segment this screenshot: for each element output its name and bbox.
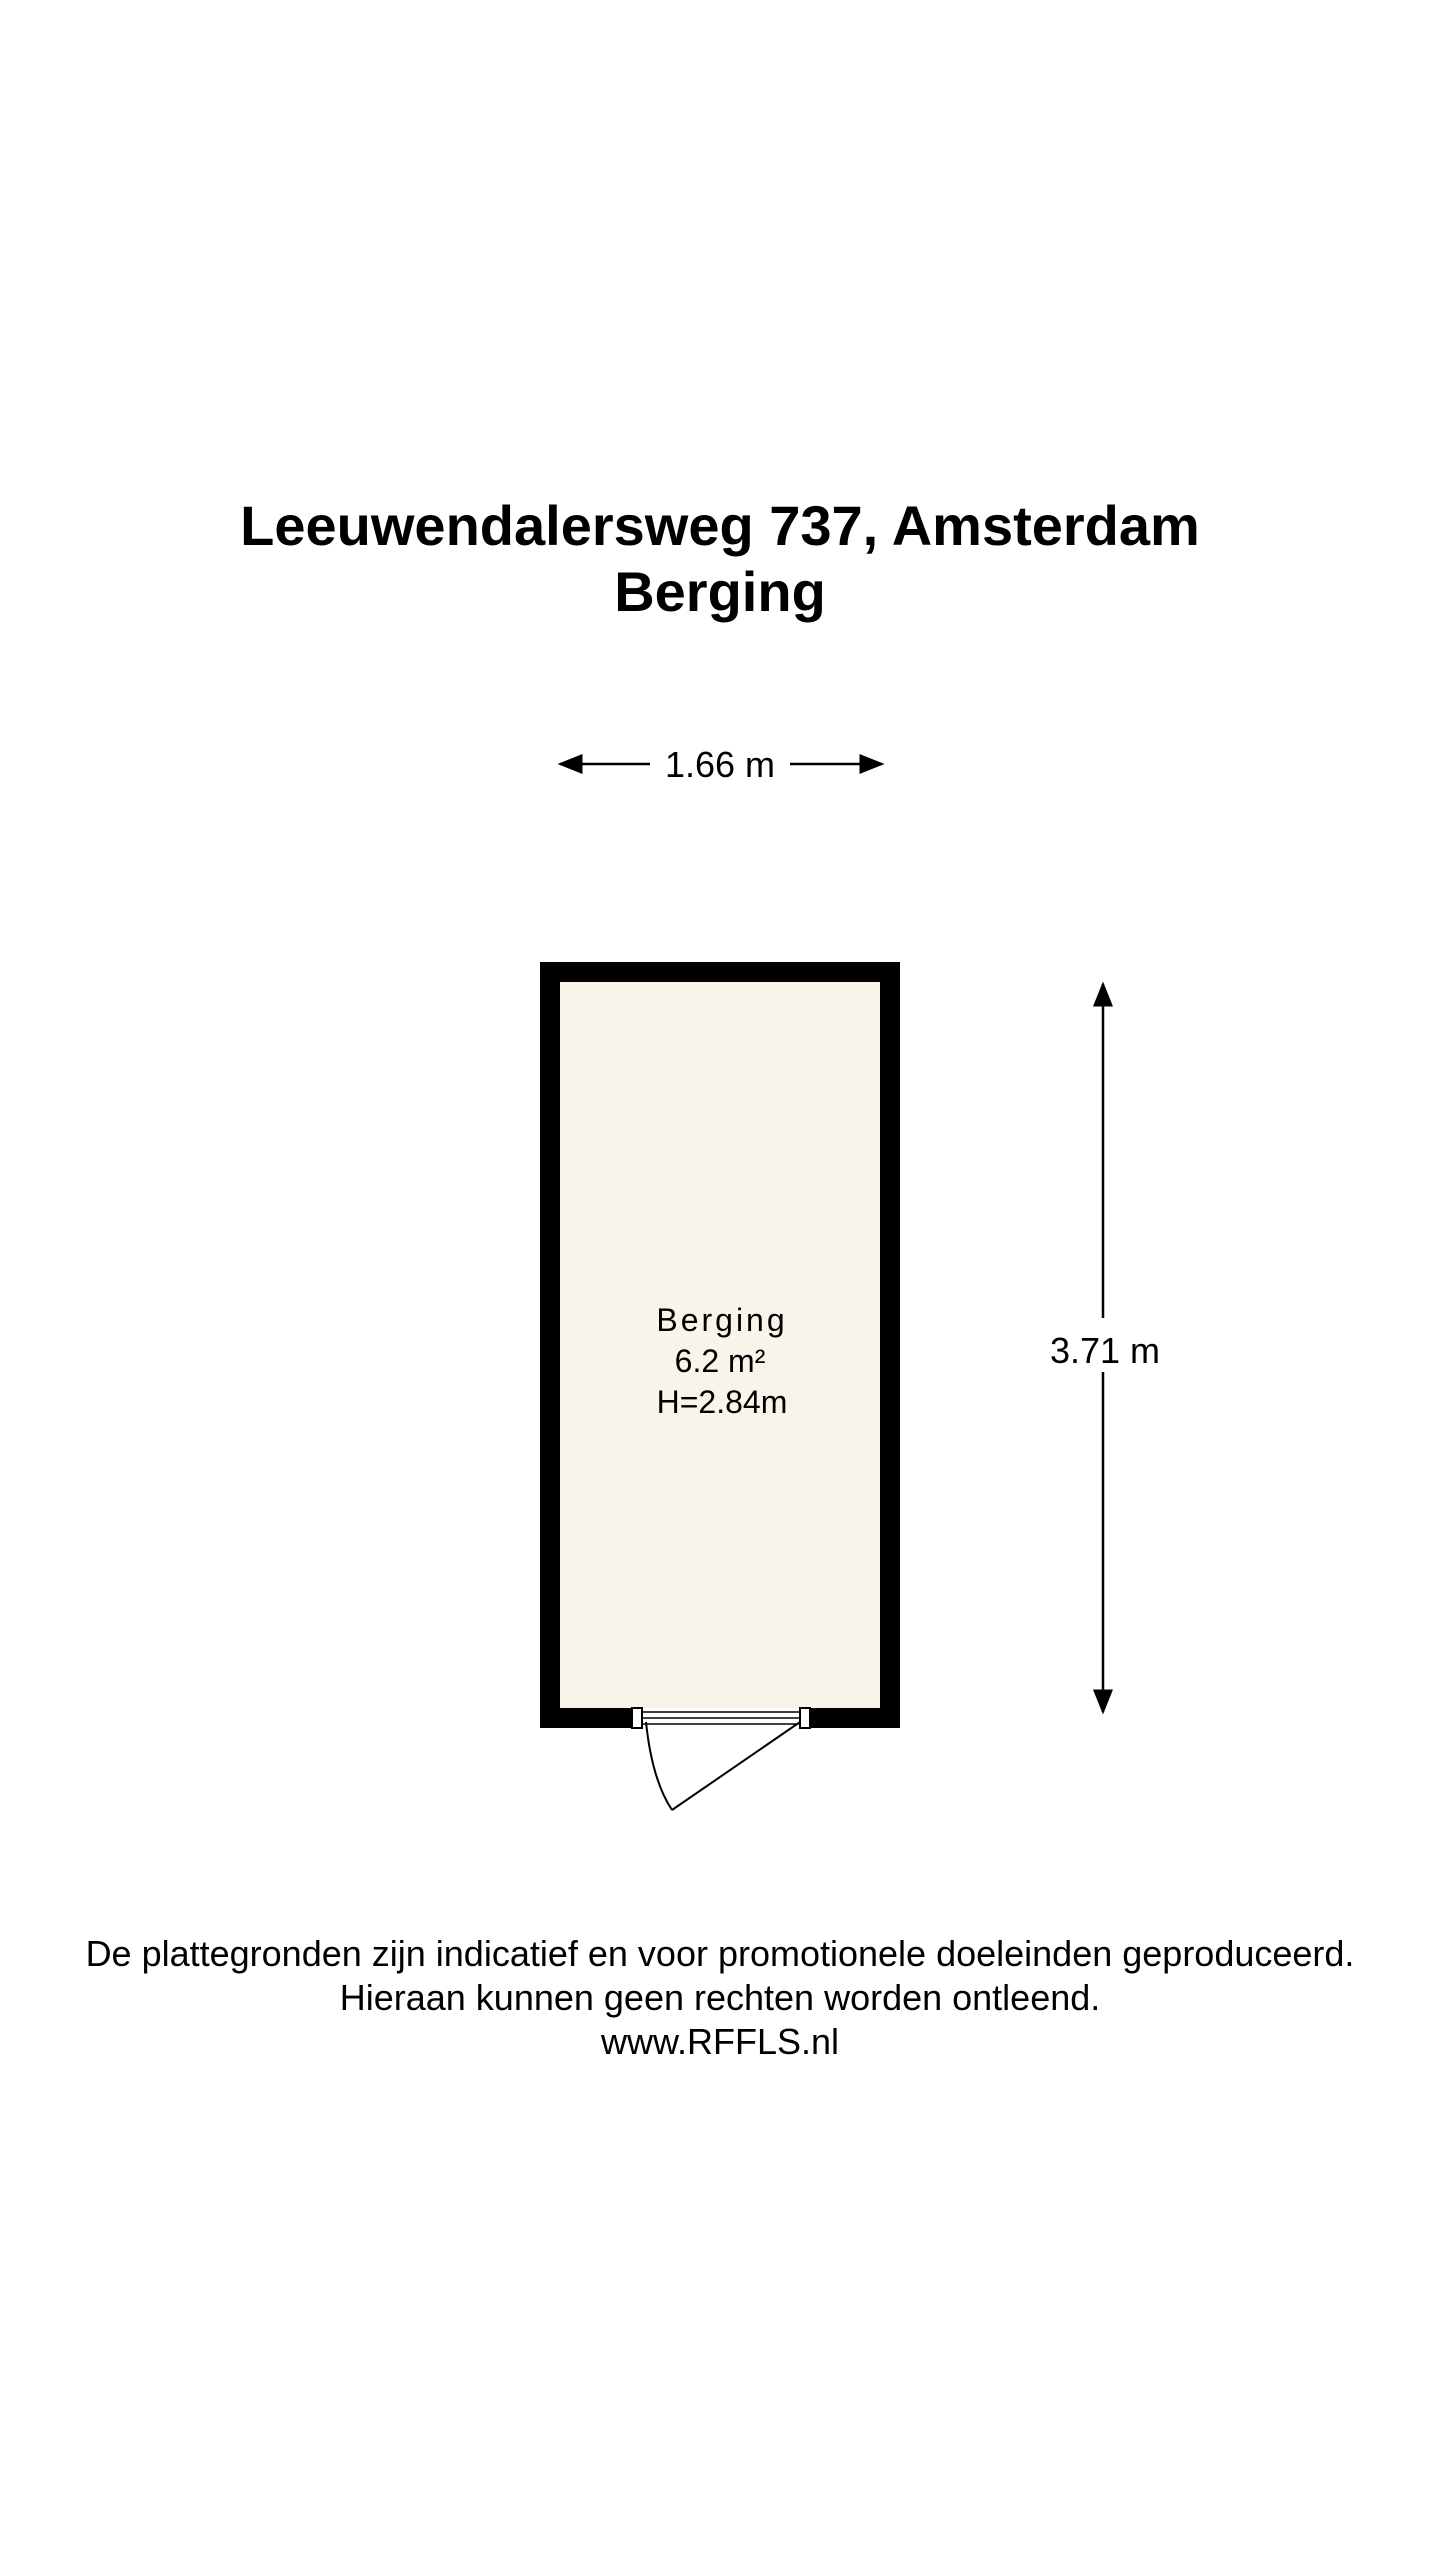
length-dimension: [1050, 984, 1160, 1712]
room-height: H=2.84m: [656, 1384, 788, 1420]
disclaimer-text-2: Hieraan kunnen geen rechten worden ontleend.: [339, 1977, 1101, 2018]
door-frame-right: [800, 1708, 810, 1728]
door-swing-arc: [646, 1722, 672, 1810]
room-area: 6.2 m²: [674, 1343, 766, 1379]
room-name: Berging: [656, 1302, 788, 1338]
wall-top: [540, 962, 900, 982]
wall-bottom-left: [540, 1708, 632, 1728]
length-dimension-label: 3.71 m: [1049, 1330, 1161, 1371]
door-leaf: [672, 1722, 800, 1810]
floor-title: Berging: [614, 560, 826, 623]
door: [632, 1708, 810, 1810]
wall-left: [540, 962, 560, 1728]
room-berging: [540, 962, 900, 1810]
door-frame-left: [632, 1708, 642, 1728]
width-dimension: [560, 744, 882, 785]
width-dimension-label: 1.66 m: [664, 744, 776, 785]
wall-right: [880, 962, 900, 1728]
address-title: Leeuwendalersweg 737, Amsterdam: [240, 494, 1200, 557]
wall-bottom-right: [810, 1708, 900, 1728]
website-link[interactable]: www.RFFLS.nl: [600, 2021, 840, 2062]
disclaimer-text-1: De plattegronden zijn indicatief en voor promotionele doeleinden geproduceerd.: [85, 1933, 1355, 1974]
